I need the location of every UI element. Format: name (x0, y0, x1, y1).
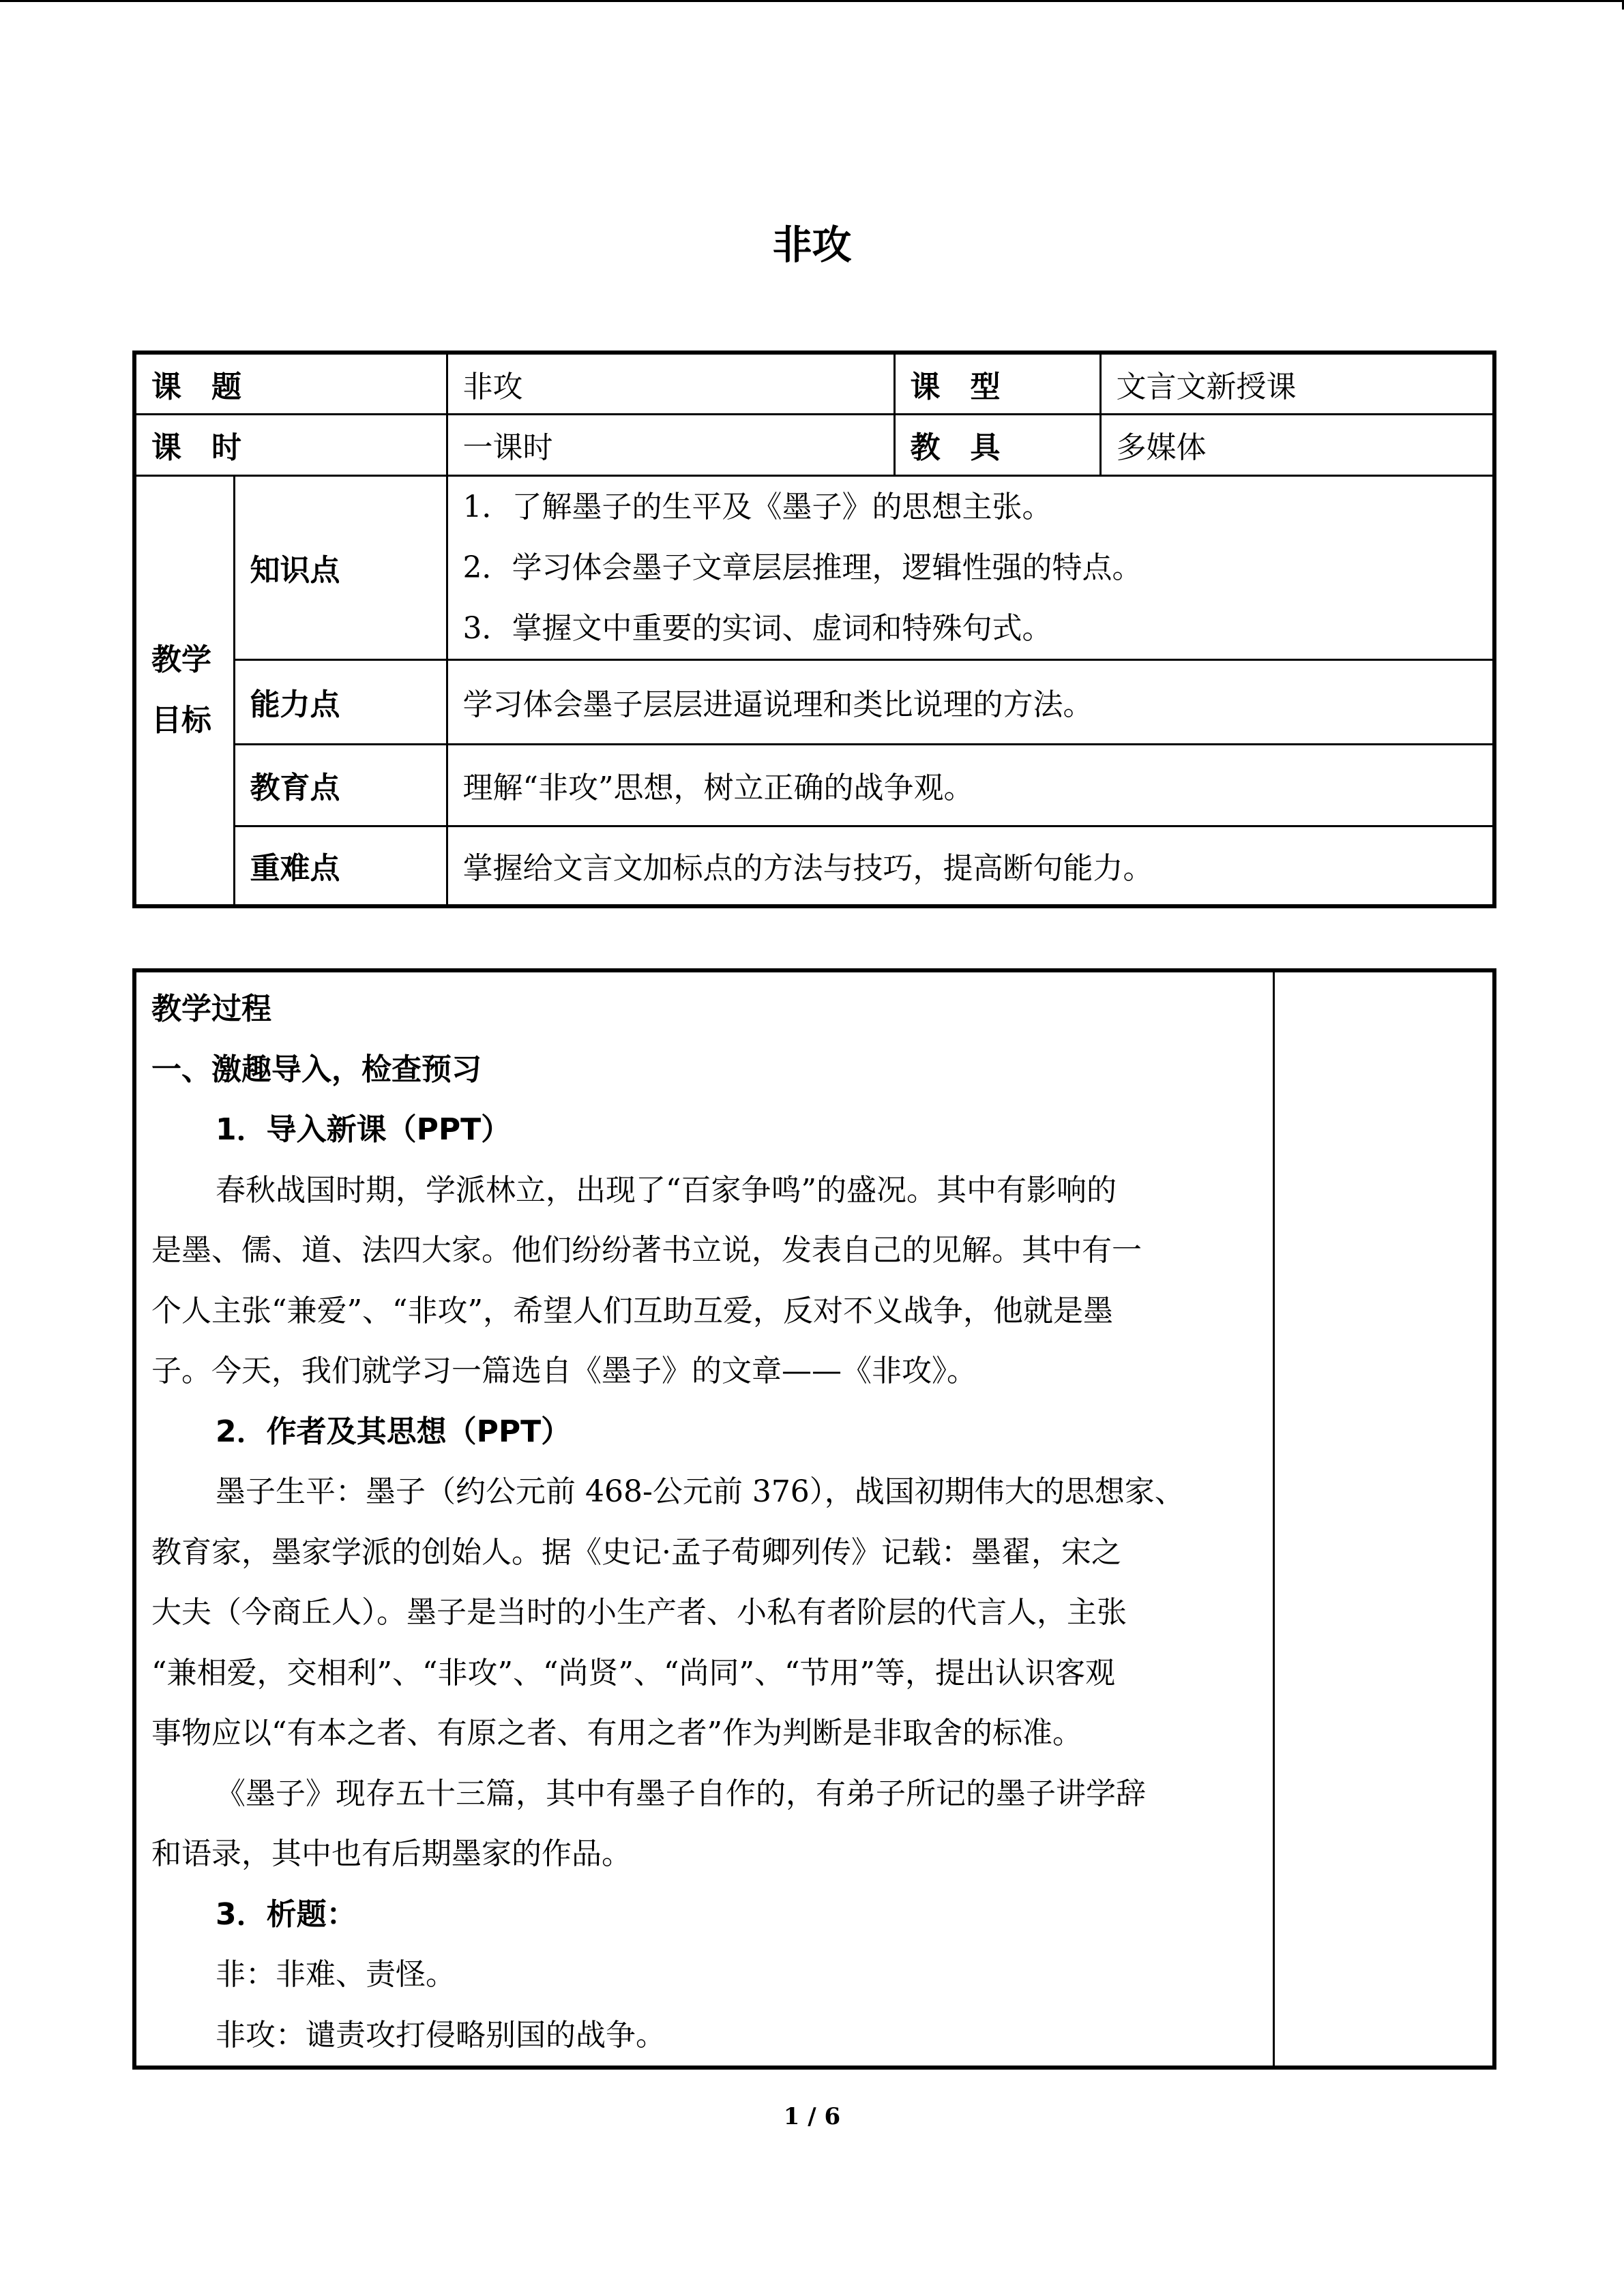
tools-value: 多媒体 (1100, 414, 1494, 475)
paragraph-line: 大夫（今商丘人）。墨子是当时的小生产者、小私有者阶层的代言人，主张 (151, 1595, 1127, 1630)
knowledge-label: 知识点 (234, 475, 447, 659)
sub-heading: 1．导入新课（PPT） (216, 1112, 512, 1147)
process-row (134, 970, 1494, 2068)
paragraph-line: 子。今天，我们就学习一篇选自《墨子》的文章——《非攻》。 (151, 1354, 977, 1388)
paragraph-line: 教育家，墨家学派的创始人。据《史记·孟子荀卿列传》记载：墨翟，宋之 (151, 1534, 1121, 1570)
difficulty-label: 重难点 (234, 826, 447, 906)
paragraph-line: 是墨、儒、道、法四大家。他们纷纷著书立说，发表自己的见解。其中有一 (151, 1233, 1142, 1268)
paragraph-line: 春秋战国时期，学派林立，出现了“百家争鸣”的盛况。其中有影响的 (216, 1172, 1117, 1208)
knowledge-row (134, 475, 1494, 659)
education-label: 教育点 (234, 744, 447, 826)
topic-value: 非攻 (447, 353, 894, 414)
definition-line: 非攻：谴责攻打侵略别国的战争。 (216, 2017, 666, 2053)
paragraph-line: 个人主张“兼爱”、“非攻”，希望人们互助互爱，反对不义战争，他就是墨 (151, 1293, 1113, 1328)
knowledge-items (447, 475, 1494, 659)
difficulty-row (134, 826, 1494, 906)
type-label: 课 型 (894, 353, 1100, 414)
teaching-goals-label (134, 475, 234, 906)
process-heading: 教学过程 (151, 992, 271, 1026)
section-heading: 一、激趣导入，检查预习 (151, 1052, 482, 1087)
definition-line: 非：非难、责怪。 (216, 1957, 456, 1992)
hours-label: 课 时 (134, 414, 447, 475)
goals-label-line-1: 教学 (151, 642, 211, 678)
top-border-line (0, 0, 1624, 2)
page-number: 1 / 6 (783, 2103, 841, 2130)
education-row (134, 744, 1494, 826)
ability-row (134, 659, 1494, 744)
knowledge-item: 1．了解墨子的生平及《墨子》的思想主张。 (462, 489, 1052, 524)
lesson-info-table (132, 351, 1496, 908)
topic-row (134, 353, 1494, 414)
paragraph-line: 事物应以“有本之者、有原之者、有用之者”作为判断是非取舍的标准。 (151, 1716, 1082, 1750)
ability-label: 能力点 (234, 659, 447, 744)
teaching-process-table (132, 968, 1496, 2070)
paragraph-line: “兼相爱，交相利”、“非攻”、“尚贤”、“尚同”、“节用”等，提出认识客观 (151, 1655, 1115, 1690)
notes-column (1273, 970, 1494, 2068)
goals-label-line-2: 目标 (151, 703, 211, 739)
difficulty-value: 掌握给文言文加标点的方法与技巧，提高断句能力。 (447, 826, 1494, 906)
ability-value: 学习体会墨子层层进逼说理和类比说理的方法。 (447, 659, 1494, 744)
paragraph-line: 《墨子》现存五十三篇，其中有墨子自作的，有弟子所记的墨子讲学辞 (216, 1776, 1146, 1811)
hours-value: 一课时 (447, 414, 894, 475)
sub-heading: 3．析题： (216, 1896, 357, 1932)
knowledge-item: 3．掌握文中重要的实词、虚词和特殊句式。 (462, 610, 1052, 646)
paragraph-line: 墨子生平：墨子（约公元前 468-公元前 376），战国初期伟大的思想家、 (216, 1474, 1185, 1509)
tools-label: 教 具 (894, 414, 1100, 475)
hours-row (134, 414, 1494, 475)
process-content (134, 970, 1273, 2068)
type-value: 文言文新授课 (1100, 353, 1494, 414)
knowledge-item: 2．学习体会墨子文章层层推理，逻辑性强的特点。 (462, 550, 1142, 585)
sub-heading: 2．作者及其思想（PPT） (216, 1414, 572, 1449)
education-value: 理解“非攻”思想，树立正确的战争观。 (447, 744, 1494, 826)
topic-label: 课 题 (134, 353, 447, 414)
document-title: 非攻 (772, 222, 852, 268)
paragraph-line: 和语录，其中也有后期墨家的作品。 (151, 1836, 632, 1871)
